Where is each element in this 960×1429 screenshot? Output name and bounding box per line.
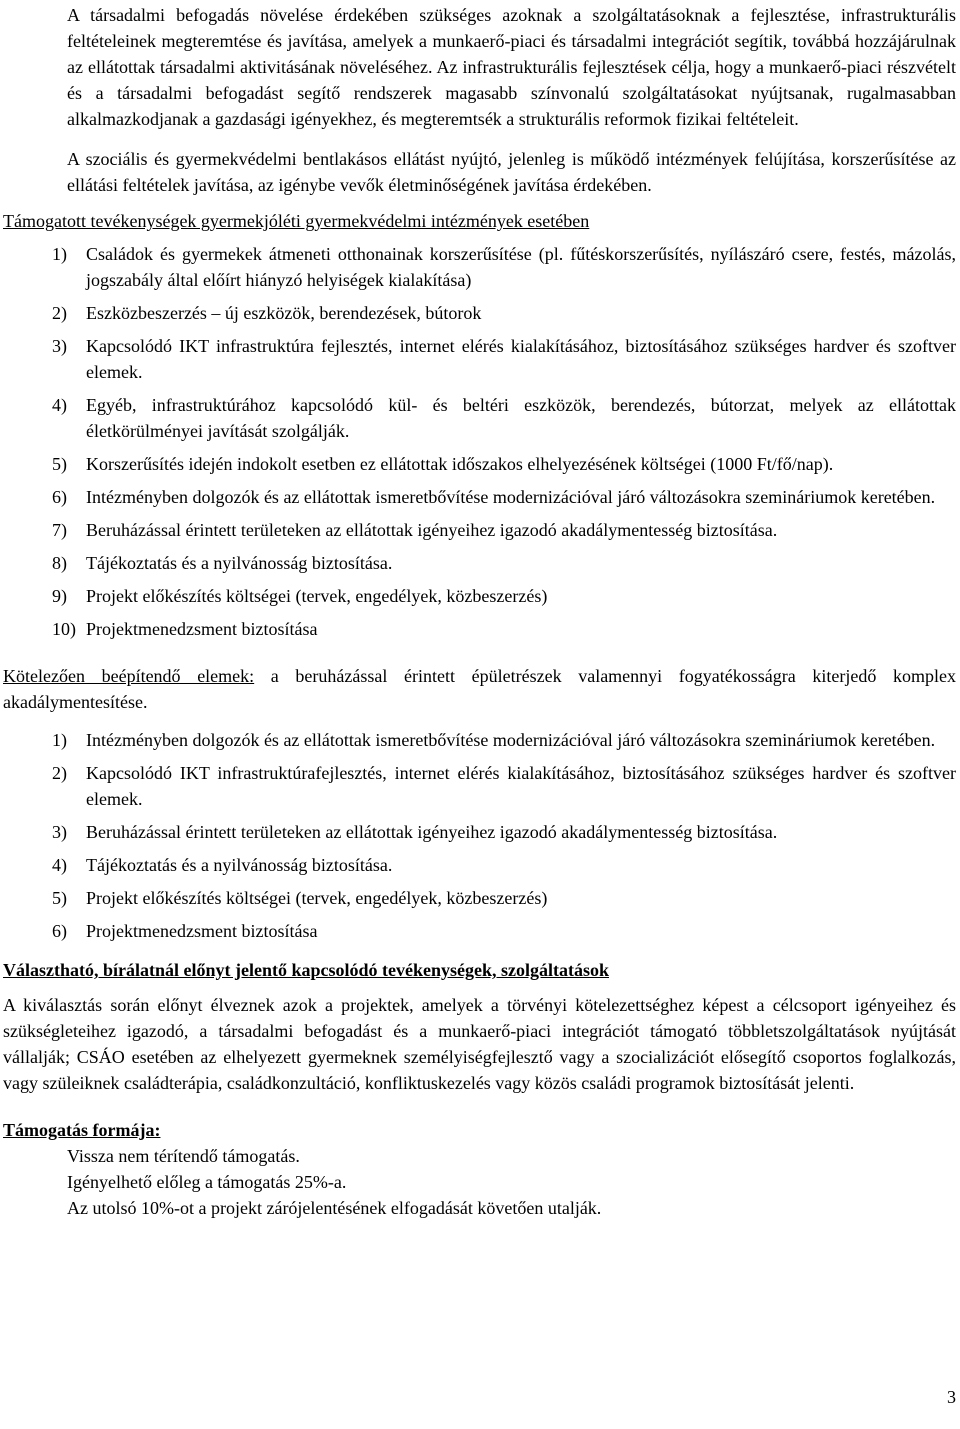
list-item	[0, 241, 956, 293]
list-item-text: Projektmenedzsment biztosítása	[86, 921, 318, 941]
list-item	[0, 583, 956, 609]
mandatory-elements-paragraph	[0, 663, 960, 715]
list-item-number: 10)	[52, 619, 76, 639]
list-item-number: 9)	[52, 586, 67, 606]
list-item	[0, 819, 956, 845]
funding-line: Az utolsó 10%-ot a projekt zárójelentésének elfogadását követően utalják.	[67, 1198, 602, 1218]
list-item-number: 2)	[52, 763, 67, 783]
list-item	[0, 727, 956, 753]
list-item	[0, 392, 956, 444]
list-item-number: 6)	[52, 487, 67, 507]
intro-paragraph-2: A szociális és gyermekvédelmi bentlakásos ellátást nyújtó, jelenleg is működő intézmények felújítása, korszerűsítése az ellátási feltételek javítása, az igénybe vevők életminőségének javítása érdekében.	[67, 149, 956, 195]
list-item-number: 4)	[52, 395, 67, 415]
mandatory-elements-label: Kötelezően beépítendő elemek:	[3, 666, 255, 686]
list-item-text: Tájékoztatás és a nyilvánosság biztosítása.	[86, 553, 393, 573]
list-item-text: Egyéb, infrastruktúrához kapcsolódó kül- és beltéri eszközök, berendezés, bútorzat, melyek az ellátottak életkörülményei javítását szolgálják.	[86, 395, 956, 441]
list-item-number: 4)	[52, 855, 67, 875]
list-item	[0, 918, 956, 944]
list-item-text: Intézményben dolgozók és az ellátottak ismeretbővítése modernizációval járó változásokra szemináriumok keretében.	[86, 487, 936, 507]
list-item-number: 2)	[52, 303, 67, 323]
list-item	[0, 852, 956, 878]
mandatory-elements-list	[0, 727, 960, 944]
list-item	[0, 517, 956, 543]
list-item	[0, 451, 956, 477]
list-item	[0, 616, 956, 642]
list-item-text: Korszerűsítés idején indokolt esetben ez ellátottak időszakos elhelyezésének költségei (1000 Ft/fő/nap).	[86, 454, 834, 474]
list-item	[0, 484, 956, 510]
list-item-text: Projekt előkészítés költségei (tervek, engedélyek, közbeszerzés)	[86, 888, 548, 908]
list-item-number: 5)	[52, 888, 67, 908]
list-item-text: Tájékoztatás és a nyilvánosság biztosítása.	[86, 855, 393, 875]
list-item-number: 8)	[52, 553, 67, 573]
list-item	[0, 300, 956, 326]
list-item	[0, 760, 956, 812]
supported-activities-heading: Támogatott tevékenységek gyermekjóléti gyermekvédelmi intézmények esetében	[3, 211, 590, 231]
mandatory-elements-text: a beruházással érintett épületrészek valamennyi fogyatékosságra kiterjedő komplex akadálymentesítése.	[3, 666, 956, 712]
list-item-number: 3)	[52, 822, 67, 842]
list-item	[0, 550, 956, 576]
funding-line: Vissza nem térítendő támogatás.	[67, 1146, 300, 1166]
list-item-number: 6)	[52, 921, 67, 941]
optional-activities-heading: Választható, bírálatnál előnyt jelentő kapcsolódó tevékenységek, szolgáltatások	[3, 960, 609, 980]
page-number: 3	[947, 1387, 956, 1407]
funding-form-lines	[0, 1143, 960, 1221]
list-item-number: 5)	[52, 454, 67, 474]
list-item-number: 7)	[52, 520, 67, 540]
funding-form-heading: Támogatás formája:	[3, 1120, 161, 1140]
list-item-text: Beruházással érintett területeken az ellátottak igényeihez igazodó akadálymentesség biztosítása.	[86, 520, 778, 540]
list-item-text: Családok és gyermekek átmeneti otthonainak korszerűsítése (pl. fűtéskorszerűsítés, nyílászáró csere, festés, mázolás, jogszabály által előírt hiányzó helyiségek kialakítása)	[86, 244, 956, 290]
list-item	[0, 333, 956, 385]
list-item-number: 1)	[52, 244, 67, 264]
list-item-text: Projektmenedzsment biztosítása	[86, 619, 318, 639]
list-item-text: Kapcsolódó IKT infrastruktúra fejlesztés, internet elérés kialakításához, biztosításához szükséges hardver és szoftver elemek.	[86, 336, 956, 382]
list-item-text: Beruházással érintett területeken az ellátottak igényeihez igazodó akadálymentesség biztosítása.	[86, 822, 778, 842]
list-item-number: 3)	[52, 336, 67, 356]
list-item	[0, 885, 956, 911]
funding-line: Igényelhető előleg a támogatás 25%-a.	[67, 1172, 347, 1192]
list-item-text: Projekt előkészítés költségei (tervek, engedélyek, közbeszerzés)	[86, 586, 548, 606]
intro-paragraph-1: A társadalmi befogadás növelése érdekében szükséges azoknak a szolgáltatásoknak a fejlesztése, infrastrukturális feltételeinek megteremtése és javítása, amelyek a munkaerő-piaci és társadalmi integrációt segítik, továbbá hozzájárulnak az ellátottak társadalmi aktivitásának növeléséhez. Az infrastrukturális fejlesztések célja, hogy a munkaerő-piaci részvételt és a társadalmi befogadást segítő rendszerek magasabb színvonalú szolgáltatásokat nyújtsanak, rugalmasabban alkalmazkodjanak a gazdasági igényekhez, és megteremtsék a strukturális reformok fizikai feltételeit.	[67, 5, 956, 129]
list-item-text: Kapcsolódó IKT infrastruktúrafejlesztés, internet elérés kialakításához, biztosításához szükséges hardver és szoftver elemek.	[86, 763, 956, 809]
optional-activities-paragraph: A kiválasztás során előnyt élveznek azok a projektek, amelyek a törvényi kötelezettséghez képest a célcsoport igényeihez és szükségleteihez igazodó, a társadalmi befogadást és a munkaerő-piaci integrációt támogató többletszolgáltatások nyújtását vállalják; CSÁO esetében az elhelyezett gyermeknek személyiségfejlesztő vagy a szocializációt elősegítő csoportos foglalkozás, vagy szüleiknek családterápia, családkonzultáció, konfliktuskezelés vagy közös családi programok biztosítását jelenti.	[3, 995, 956, 1093]
list-item-number: 1)	[52, 730, 67, 750]
list-item-text: Eszközbeszerzés – új eszközök, berendezések, bútorok	[86, 303, 482, 323]
list-item-text: Intézményben dolgozók és az ellátottak ismeretbővítése modernizációval járó változásokra szemináriumok keretében.	[86, 730, 936, 750]
supported-activities-list	[0, 241, 960, 642]
